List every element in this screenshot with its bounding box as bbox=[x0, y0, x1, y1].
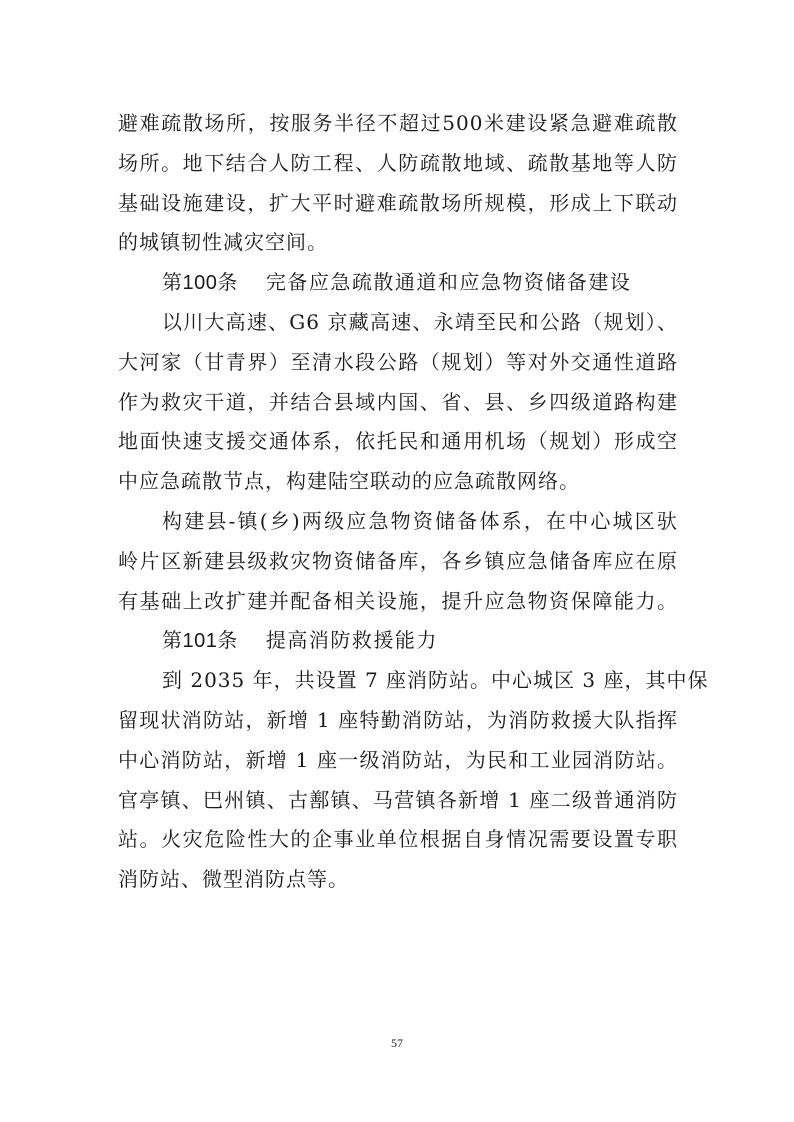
paragraph bbox=[118, 104, 678, 263]
text-line: 留现状消防站，新增 1 座特勤消防站，为消防救援大队指挥 bbox=[118, 707, 678, 732]
text-line: 中应急疏散节点，构建陆空联动的应急疏散网络。 bbox=[118, 469, 580, 494]
paragraph bbox=[118, 502, 678, 621]
text-line: 的城镇韧性减灾空间。 bbox=[118, 230, 328, 255]
article-heading bbox=[118, 621, 678, 661]
text-line: 中心消防站，新增 1 座一级消防站，为民和工业园消防站。 bbox=[118, 747, 678, 772]
text-line: 到 2035 年，共设置 7 座消防站。中心城区 3 座，其中保 bbox=[162, 668, 709, 693]
text-line: 官亭镇、巴州镇、古鄯镇、马营镇各新增 1 座二级普通消防 bbox=[118, 787, 678, 812]
page-number: 57 bbox=[391, 1036, 403, 1050]
text-line: 站。火灾危险性大的企事业单位根据自身情况需要设置专职 bbox=[118, 827, 678, 852]
article-heading bbox=[118, 263, 678, 303]
text-line: 避难疏散场所，按服务半径不超过500米建设紧急避难疏散 bbox=[118, 111, 678, 135]
paragraph bbox=[118, 303, 678, 502]
text-line: 以川大高速、G6 京藏高速、永靖至民和公路（规划）、 bbox=[162, 309, 678, 334]
text-line: 场所。地下结合人防工程、人防疏散地域、疏散基地等人防 bbox=[118, 150, 678, 175]
text-line: 作为救灾干道，并结合县域内国、省、县、乡四级道路构建 bbox=[118, 389, 678, 414]
text-line: 地面快速支援交通体系，依托民和通用机场（规划）形成空 bbox=[118, 429, 678, 454]
text-line: 岭片区新建县级救灾物资储备库，各乡镇应急储备库应在原 bbox=[118, 548, 678, 573]
article-number: 第101条 bbox=[162, 630, 238, 653]
text-line: 大河家（甘青界）至清水段公路（规划）等对外交通性道路 bbox=[118, 349, 678, 374]
text-line: 基础设施建设，扩大平时避难疏散场所规模，形成上下联动 bbox=[118, 190, 678, 215]
text-line: 有基础上改扩建并配备相关设施，提升应急物资保障能力。 bbox=[118, 588, 678, 613]
text-line: 构建县-镇(乡)两级应急物资储备体系，在中心城区驮 bbox=[162, 508, 678, 533]
paragraph bbox=[118, 661, 709, 900]
text-line: 消防站、微型消防点等。 bbox=[118, 867, 349, 892]
article-number: 第100条 bbox=[162, 272, 238, 295]
document-body bbox=[118, 104, 709, 900]
article-title: 提高消防救援能力 bbox=[265, 628, 438, 653]
article-title: 完备应急疏散通道和应急物资储备建设 bbox=[265, 270, 632, 295]
